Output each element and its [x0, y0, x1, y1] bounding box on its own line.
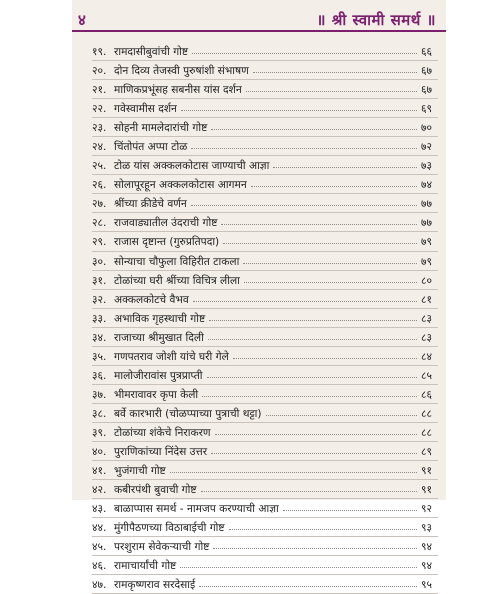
toc-entry-title: सोहनी मामलेदारांची गोष्ट [114, 122, 208, 135]
toc-entry-page: ९१ [420, 465, 432, 478]
toc-entry [92, 461, 438, 480]
toc-entry-title: श्रींच्या क्रीडेचे वर्णन [114, 198, 187, 211]
toc-entry-title: भुजंगाची गोष्ट [114, 465, 166, 478]
toc-entry [92, 156, 438, 175]
toc-entry [92, 385, 438, 404]
toc-entry-page: ६७ [420, 65, 432, 78]
toc-dot-leader [201, 491, 417, 492]
toc-entry-page: ९१ [420, 484, 432, 497]
toc-entry [92, 137, 438, 156]
toc-entry-page: ८१ [420, 293, 432, 306]
toc-entry-number: ४३. [92, 503, 107, 516]
toc-entry-page: ८३ [420, 312, 432, 325]
toc-dot-leader [181, 110, 417, 111]
toc-dot-leader [244, 282, 417, 283]
toc-entry [92, 118, 438, 137]
toc-entry-page: ६९ [420, 103, 432, 116]
toc-dot-leader [266, 415, 417, 416]
toc-entry-title: कबीरपंथी बुवाची गोष्ट [114, 484, 197, 497]
running-title: ॥ श्री स्वामी समर्थ ॥ [316, 11, 436, 29]
toc-entry-page: ९४ [420, 541, 432, 554]
toc-entry-page: ७० [420, 122, 432, 135]
toc-entry-number: ४६. [92, 560, 107, 573]
toc-dot-leader [215, 434, 417, 435]
toc-entry-number: १९. [92, 46, 107, 58]
toc-entry-title: राजवाड्यातील उंदराची गोष्ट [114, 217, 218, 230]
toc-entry-number: २९. [92, 236, 107, 249]
toc-entry-number: ३५. [92, 350, 107, 363]
toc-entry-page: ९२ [420, 503, 432, 516]
toc-dot-leader [273, 167, 417, 168]
toc-entry [92, 575, 438, 594]
toc-entry-number: २१. [92, 84, 107, 97]
toc-entry-page: ७२ [420, 141, 432, 154]
toc-entry-number: ३७. [92, 388, 107, 401]
toc-entry-number: २२. [92, 103, 107, 116]
toc-entry-number: ३६. [92, 369, 107, 382]
toc-entry-title: राजाच्या श्रीमुखात दिली [114, 331, 204, 344]
toc-entry-number: ३०. [92, 255, 107, 268]
toc-entry-title: रामदासीबुवांची गोष्ट [114, 46, 189, 58]
toc-entry-number: ३१. [92, 274, 107, 287]
toc-entry-title: मालोजीरावांस पुत्रप्राप्ती [114, 369, 203, 382]
toc-dot-leader [211, 129, 417, 130]
toc-dot-leader [191, 205, 417, 206]
toc-entry [92, 347, 438, 366]
toc-entry-title: सोलापूरहून अक्कलकोटास आगमन [114, 179, 247, 192]
toc-entry-title: रामकृष्णराव सरदेसाई [114, 579, 196, 592]
toc-entry-page: ७९ [420, 255, 432, 268]
toc-entry-page: ८३ [420, 331, 432, 344]
toc-entry-page: ८६ [420, 388, 432, 401]
toc-entry [92, 175, 438, 194]
toc-entry-number: ४०. [92, 445, 107, 458]
toc-entry-title: पुराणिकांच्या निंदेस उत्तर [114, 445, 208, 458]
toc-entry-title: रामाचार्यांची गोष्ट [114, 560, 177, 573]
toc-dot-leader [283, 510, 417, 511]
toc-dot-leader [253, 72, 417, 73]
toc-entry-title: भीमरावावर कृपा केली [114, 388, 199, 401]
toc-entry-title: टोळांच्या घरी श्रींच्या विचित्र लीला [114, 274, 240, 287]
toc-entry-number: २३. [92, 122, 107, 135]
toc-entry-title: अक्कलकोटचे वैभव [114, 293, 189, 306]
toc-entry-number: ४५. [92, 541, 107, 554]
toc-dot-leader [246, 91, 417, 92]
toc-dot-leader [221, 224, 417, 225]
toc-entry-page: ९५ [420, 579, 432, 592]
toc-entry [92, 309, 438, 328]
toc-entry-page: ९४ [420, 560, 432, 573]
toc-entry-title: गणपतराव जोशी यांचे घरी गेले [114, 350, 229, 363]
toc-entry-title: गवेस्वामीस दर्शन [114, 103, 177, 116]
toc-dot-leader [193, 301, 417, 302]
toc-dot-leader [229, 529, 417, 530]
toc-entry-title: राजास दृष्टान्त (गुरुप्रतिपदा) [114, 236, 220, 249]
toc-entry-page: ८४ [420, 350, 432, 363]
toc-entry-number: ३३. [92, 312, 107, 325]
toc-entry-title: बाळाप्पास समर्थ - नामजप करण्याची आज्ञा [114, 503, 279, 516]
toc-entry [92, 61, 438, 80]
toc-entry-number: ४७. [92, 579, 107, 592]
toc-entry-title: चिंतोपंत अप्पा टोळ [114, 141, 188, 154]
toc-entry-page: ८९ [420, 445, 432, 458]
toc-dot-leader [213, 548, 417, 549]
toc-entry-page: ७७ [420, 198, 432, 211]
toc-entry-page: ८८ [420, 426, 432, 439]
toc-entry [92, 480, 438, 499]
toc-entry-title: बर्वे कारभारी (चोळप्पाच्या पुत्राची थट्टा) [114, 407, 262, 420]
page-number: ४ [78, 11, 86, 29]
toc-entry [92, 194, 438, 213]
toc-dot-leader [191, 148, 417, 149]
toc-entry-page: ८० [420, 274, 432, 287]
toc-entry-number: ४१. [92, 465, 107, 478]
page-header [72, 8, 446, 30]
toc-dot-leader [207, 377, 417, 378]
toc-entry [92, 518, 438, 537]
toc-entry-title: सोन्याचा चौफुला विहिरीत टाकला [114, 255, 240, 268]
toc-entry-page: ७३ [420, 160, 432, 173]
toc-entry [92, 404, 438, 423]
toc-entry-number: २८. [92, 217, 107, 230]
toc-entry [92, 556, 438, 575]
toc-dot-leader [251, 186, 417, 187]
toc-entry-title: टोळांच्या शंकेचे निराकरण [114, 426, 211, 439]
toc-entry-page: ६६ [420, 46, 432, 58]
toc-entry [92, 366, 438, 385]
toc-dot-leader [243, 263, 417, 264]
toc-entry-title: टोळ यांस अक्कलकोटास जाण्याची आज्ञा [114, 160, 270, 173]
toc-entry [92, 252, 438, 271]
toc-dot-leader [209, 320, 417, 321]
toc-entry-number: ४२. [92, 484, 107, 497]
toc-entry-number: ४४. [92, 522, 107, 535]
toc-dot-leader [202, 396, 417, 397]
toc-entry [92, 232, 438, 251]
toc-dot-leader [223, 243, 417, 244]
toc-entry-number: २५. [92, 160, 107, 173]
toc-dot-leader [208, 339, 417, 340]
toc-entry-title: दोन दिव्य तेजस्वी पुरुषांशी संभाषण [114, 65, 249, 78]
toc-entry-number: २०. [92, 65, 107, 78]
toc-entry [92, 271, 438, 290]
toc-entry-page: ९३ [420, 522, 432, 535]
toc-dot-leader [170, 472, 417, 473]
toc-entry [92, 537, 438, 556]
toc-entry [92, 80, 438, 99]
toc-entry-title: मुंगीपैठणच्या विठाबाईची गोष्ट [114, 522, 225, 535]
toc-dot-leader [180, 567, 417, 568]
header-rule [72, 30, 446, 32]
toc-entry-page: ८८ [420, 407, 432, 420]
toc-entry-number: २७. [92, 198, 107, 211]
toc-entry-number: २६. [92, 179, 107, 192]
toc-entry-page: ८५ [420, 369, 432, 382]
toc-entry [92, 442, 438, 461]
toc-entry-page: ७९ [420, 236, 432, 249]
table-of-contents [92, 42, 438, 594]
toc-dot-leader [199, 586, 417, 587]
toc-entry [92, 42, 438, 61]
toc-entry-title: माणिकप्रभूंसह सबनीस यांस दर्शन [114, 84, 242, 97]
toc-entry-number: ३८. [92, 407, 107, 420]
toc-entry [92, 423, 438, 442]
toc-entry-number: ३९. [92, 426, 107, 439]
toc-entry [92, 328, 438, 347]
toc-entry-page: ६७ [420, 84, 432, 97]
toc-entry-title: अभाविक गृहस्थाची गोष्ट [114, 312, 206, 325]
toc-entry [92, 213, 438, 232]
toc-entry-number: ३४. [92, 331, 107, 344]
toc-entry-title: परशुराम सेवेकऱ्याची गोष्ट [114, 541, 210, 554]
toc-dot-leader [192, 53, 417, 54]
toc-entry-page: ७४ [420, 179, 432, 192]
toc-entry-number: २४. [92, 141, 107, 154]
toc-entry [92, 99, 438, 118]
toc-dot-leader [211, 453, 417, 454]
toc-entry [92, 290, 438, 309]
toc-entry [92, 499, 438, 518]
toc-dot-leader [233, 358, 417, 359]
toc-entry-number: ३२. [92, 293, 107, 306]
toc-entry-page: ७७ [420, 217, 432, 230]
